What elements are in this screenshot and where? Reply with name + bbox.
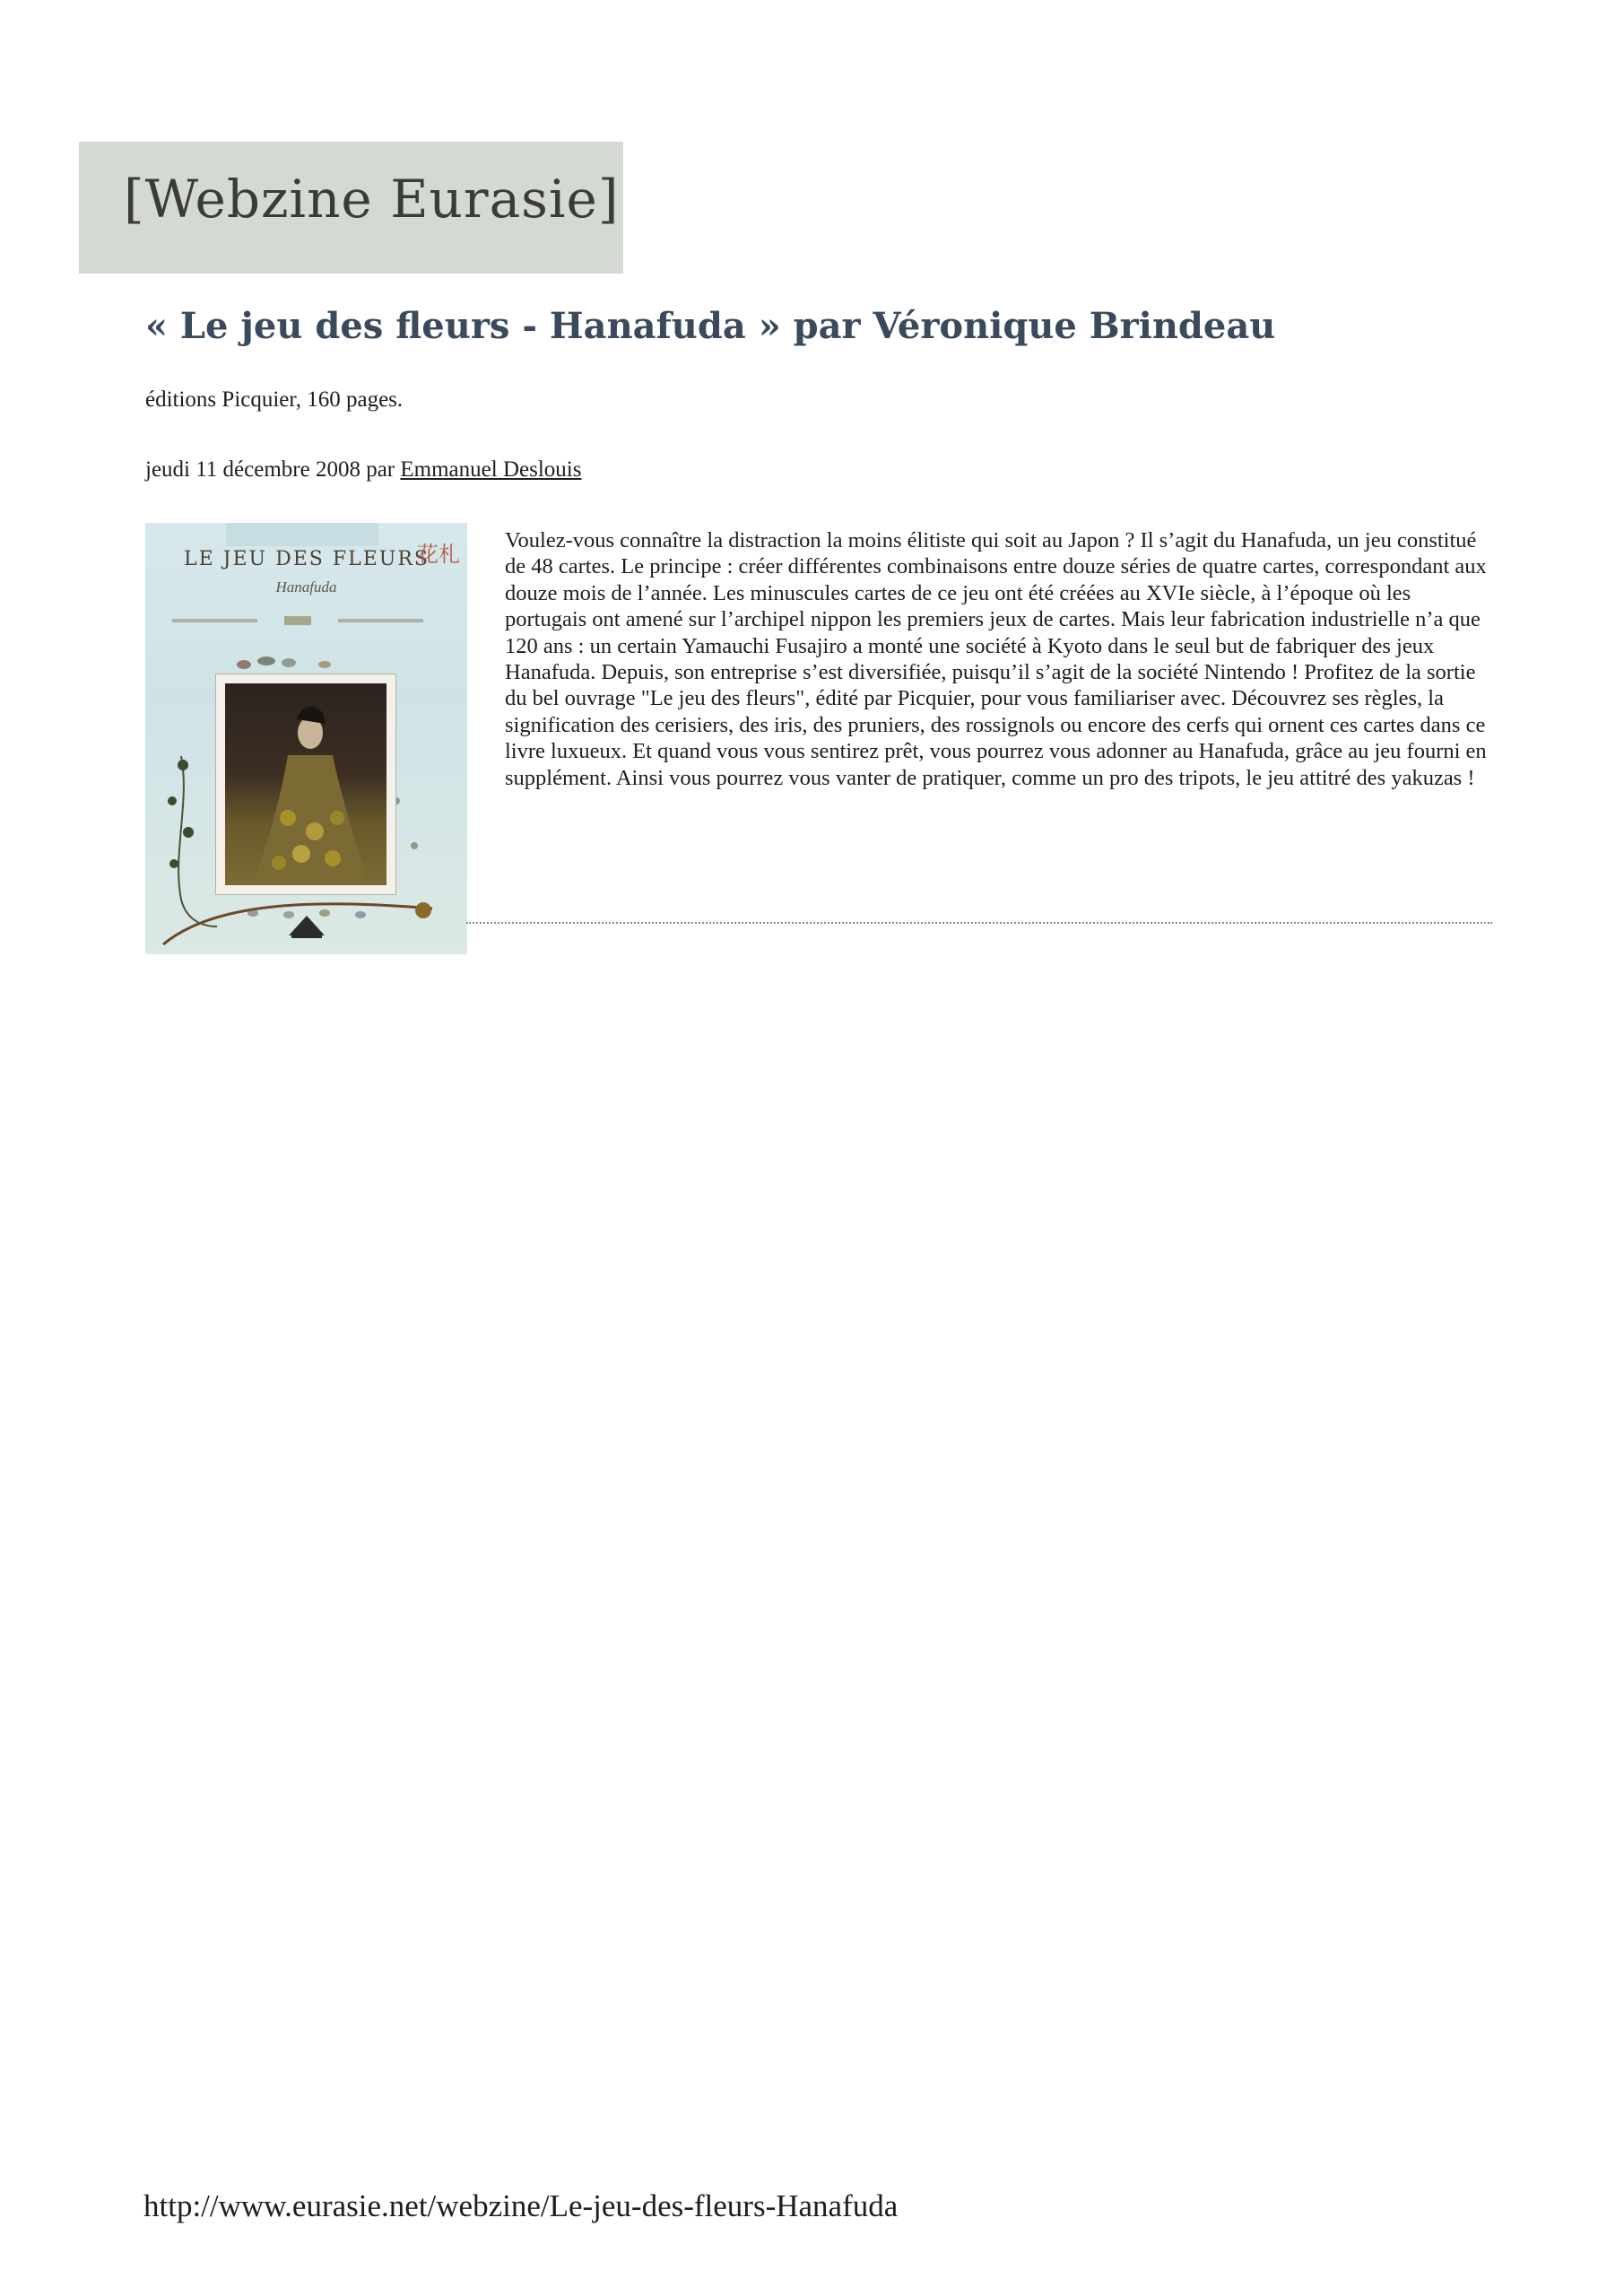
article-byline (145, 457, 581, 483)
publisher-logo-icon (284, 909, 329, 939)
article-title: « Le jeu des fleurs - Hanafuda » par Véronique Brindeau (145, 305, 1276, 347)
source-url: http://www.eurasie.net/webzine/Le-jeu-des-fleurs-Hanafuda (143, 2188, 899, 2223)
masthead-title: [Webzine Eurasie] (124, 169, 620, 230)
cover-authors-band (163, 616, 450, 625)
book-cover-image (145, 523, 467, 954)
cover-painting (215, 674, 396, 895)
article-body (505, 527, 1491, 791)
article-paragraph: Voulez-vous connaître la distraction la moins élitiste qui soit au Japon ? Il s’agit du Hanafuda, un jeu constitué de 48 cartes. Le principe : créer différentes combinaisons entre douze séries de quatre cartes, correspondant aux douze mois de l’année. Les minuscules cartes de ce jeu ont été créées au XVIe siècle, à l’époque où les portugais ont amené sur l’archipel nippon les premiers jeux de cartes. Mais leur fabrication industrielle n’a que 120 ans : un certain Yamauchi Fusajiro a monté une société à Kyoto dans le seul but de fabriquer des jeux Hanafuda. Depuis, son entreprise s’est diversifiée, puisqu’il s’agit de la société Nintendo ! Profitez de la sortie du bel ouvrage "Le jeu des fleurs", édité par Picquier, pour vous familiariser avec. Découvrez ses règles, la signification des cerisiers, des iris, des pruniers, des rossignols ou encore des cerfs qui ornent ces cartes dans ce livre luxueux. Et quand vous vous sentirez prêt, vous pourrez vous adonner au Hanafuda, grâce au jeu fourni en supplément. Ainsi vous pourrez vous vanter de pratiquer, comme un pro des tripots, le jeu attitré des yakuzas ! (505, 528, 1487, 790)
masthead-banner (79, 142, 623, 274)
cover-subtitle: Hanafuda (275, 578, 337, 596)
article-subtitle: éditions Picquier, 160 pages. (145, 387, 404, 412)
cover-figure-icon (225, 683, 386, 885)
cover-painting-inner (225, 683, 386, 885)
dotted-separator (466, 922, 1492, 924)
byline-date: jeudi 11 décembre 2008 par (145, 457, 401, 482)
author-link[interactable]: Emmanuel Deslouis (400, 457, 582, 482)
cover-kanji: 花札 (417, 542, 460, 567)
cover-top-band (226, 523, 378, 546)
cover-title: LE JEU DES FLEURS (184, 548, 430, 570)
